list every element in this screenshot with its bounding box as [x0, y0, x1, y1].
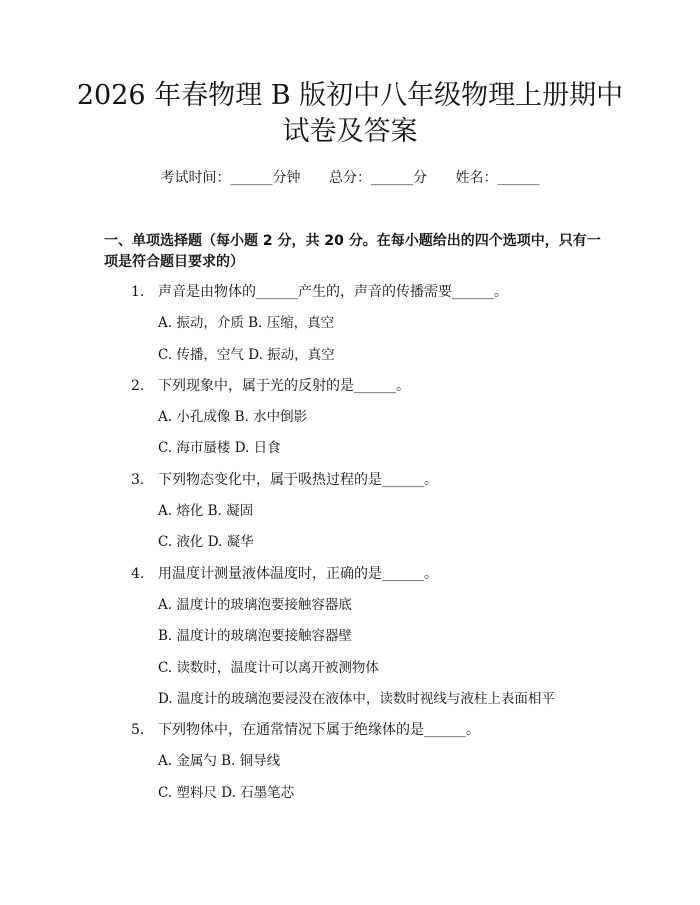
option-line: [0, 438, 700, 469]
option-text: B. 温度计的玻璃泡要接触容器壁: [158, 628, 353, 645]
title-line-2: 试卷及答案: [282, 116, 418, 147]
option-line: [0, 751, 700, 782]
question-item: [0, 564, 700, 595]
question-item: [0, 470, 700, 501]
option-line: [0, 783, 700, 814]
option-line: [0, 407, 700, 438]
option-line: [0, 532, 700, 563]
question-number: 5.: [131, 722, 145, 739]
option-text: A. 温度计的玻璃泡要接触容器底: [158, 596, 352, 613]
option-line: [0, 658, 700, 689]
question-item: [0, 376, 700, 407]
option-text: C. 传播，空气 D. 振动，真空: [158, 346, 335, 363]
section-heading: 一、单项选择题（每小题 2 分，共 20 分。在每小题给出的四个选项中，只有一项是符合题目要求的）: [104, 233, 601, 270]
total-score-field: 总分：______分: [329, 170, 427, 186]
question-stem: 下列现象中，属于光的反射的是______。: [158, 377, 410, 394]
exam-meta: [0, 168, 700, 188]
option-text: C. 液化 D. 凝华: [158, 534, 254, 551]
question-number: 1.: [131, 284, 145, 300]
option-text: C. 海市蜃楼 D. 日食: [158, 440, 281, 457]
option-line: [0, 345, 700, 376]
question-stem: 用温度计测量液体温度时，正确的是______。: [158, 565, 438, 582]
exam-time-field: 考试时间：______分钟: [160, 170, 301, 186]
question-number: 2.: [131, 377, 145, 394]
question-number: 3.: [131, 471, 145, 488]
option-text: C. 塑料尺 D. 石墨笔芯: [158, 784, 295, 801]
option-line: [0, 626, 700, 657]
option-line: [0, 313, 700, 344]
question-number: 4.: [131, 565, 145, 582]
question-stem: 声音是由物体的______产生的，声音的传播需要______。: [158, 284, 508, 300]
option-text: D. 温度计的玻璃泡要浸没在液体中，读数时视线与液柱上表面相平: [158, 690, 555, 707]
option-text: A. 小孔成像 B. 水中倒影: [158, 409, 308, 426]
question-stem: 下列物态变化中，属于吸热过程的是______。: [158, 471, 438, 488]
title-line-1: 2026 年春物理 B 版初中八年级物理上册期中: [76, 80, 624, 111]
option-text: A. 熔化 B. 凝固: [158, 503, 254, 520]
option-line: [0, 501, 700, 532]
question-item: [0, 282, 700, 313]
question-stem: 下列物体中，在通常情况下属于绝缘体的是______。: [158, 722, 480, 739]
option-text: A. 金属勺 B. 铜导线: [158, 753, 281, 770]
question-item: [0, 720, 700, 751]
question-list: [0, 282, 700, 814]
option-text: C. 读数时，温度计可以离开被测物体: [158, 659, 379, 676]
option-line: [0, 689, 700, 720]
option-line: [0, 595, 700, 626]
student-name-field: 姓名：______: [455, 170, 540, 186]
option-text: A. 振动，介质 B. 压缩，真空: [158, 315, 335, 332]
page-title: [0, 78, 700, 150]
